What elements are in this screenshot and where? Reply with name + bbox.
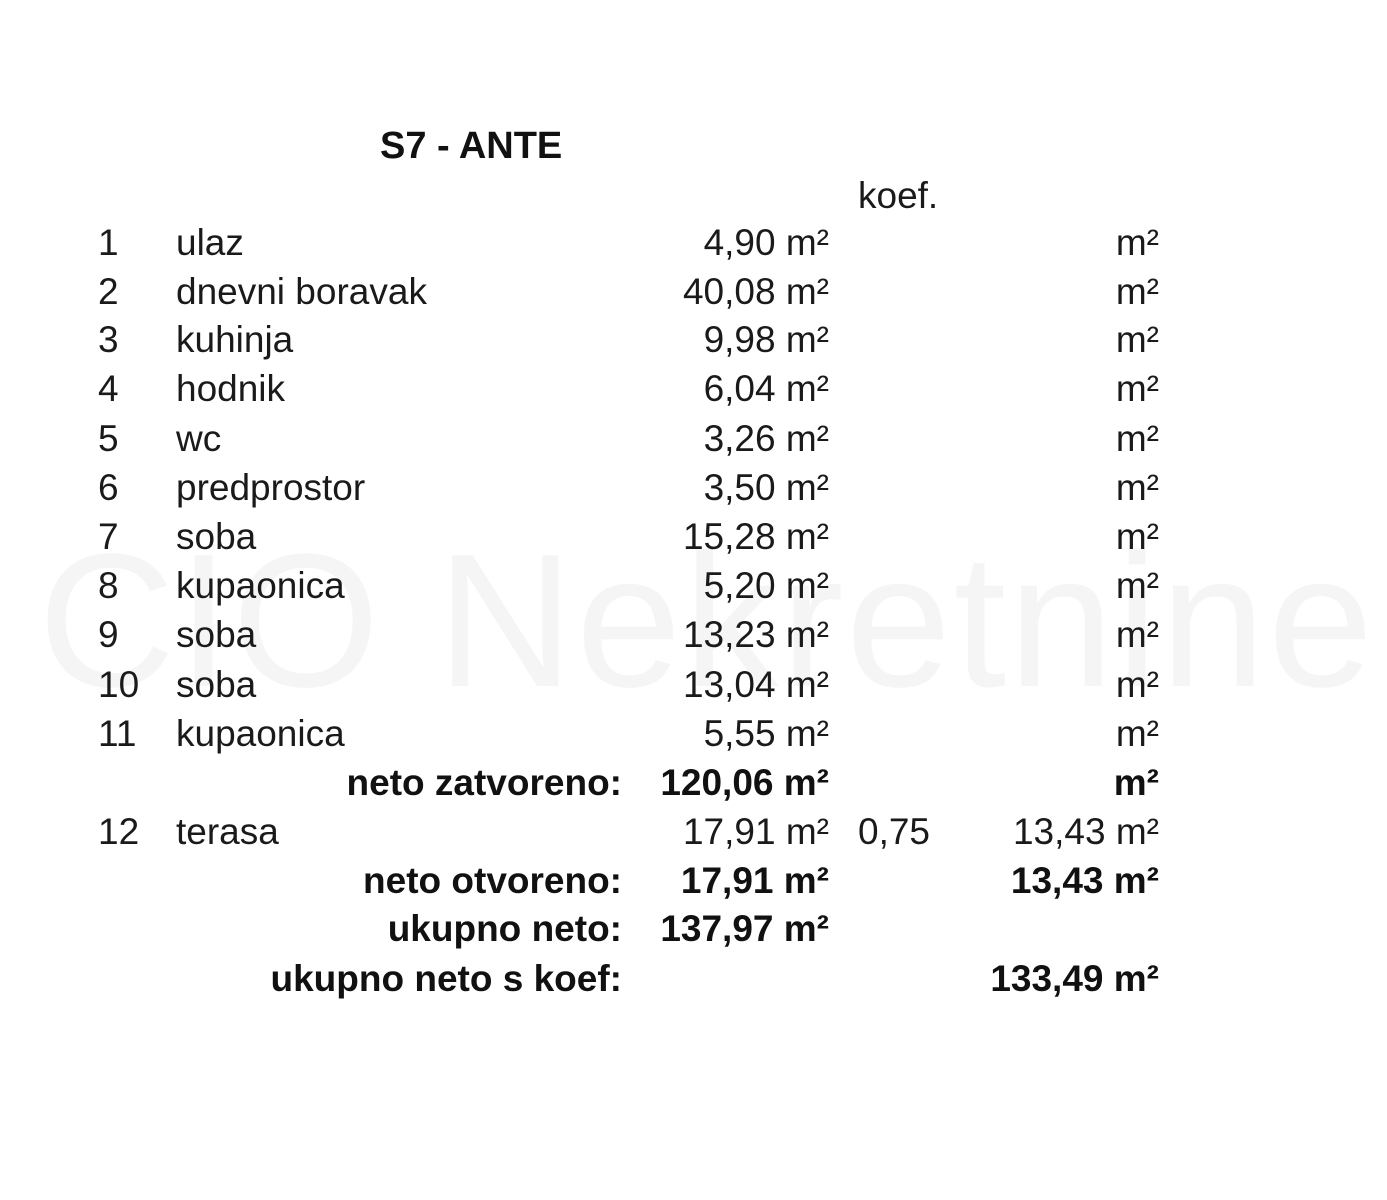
room-name: hodnik bbox=[176, 368, 286, 409]
total-koef-result: 133,49 m² bbox=[990, 958, 1159, 999]
row-number: 9 bbox=[98, 614, 119, 655]
room-area: 5,20 m² bbox=[703, 565, 829, 606]
table-row bbox=[0, 271, 1387, 319]
row-number: 12 bbox=[98, 811, 140, 852]
room-result: m² bbox=[1115, 222, 1159, 263]
room-result: m² bbox=[1115, 271, 1159, 312]
subtotal-row-open bbox=[0, 860, 1387, 908]
room-result: m² bbox=[1115, 664, 1159, 705]
subtotal-label: neto zatvoreno: bbox=[346, 762, 622, 803]
room-area: 13,04 m² bbox=[682, 664, 829, 705]
subtotal-result: m² bbox=[1113, 762, 1159, 803]
room-area: 3,26 m² bbox=[703, 418, 829, 459]
room-name: terasa bbox=[176, 811, 279, 852]
room-area: 6,04 m² bbox=[703, 368, 829, 409]
room-name: predprostor bbox=[176, 467, 366, 508]
koef-column-header: koef. bbox=[858, 175, 939, 216]
table-row bbox=[0, 516, 1387, 564]
room-koef: 0,75 bbox=[858, 811, 931, 852]
table-row bbox=[0, 811, 1387, 859]
row-number: 8 bbox=[98, 565, 119, 606]
row-number: 3 bbox=[98, 319, 119, 360]
room-name: soba bbox=[176, 516, 257, 557]
table-row bbox=[0, 467, 1387, 515]
room-area: 13,23 m² bbox=[682, 614, 829, 655]
room-area: 4,90 m² bbox=[703, 222, 829, 263]
subtotal-label: neto otvoreno: bbox=[363, 860, 622, 901]
subtotal-result: 13,43 m² bbox=[1010, 860, 1159, 901]
room-result: m² bbox=[1115, 467, 1159, 508]
subtotal-area: 17,91 m² bbox=[680, 860, 829, 901]
row-number: 10 bbox=[98, 664, 140, 705]
row-number: 2 bbox=[98, 271, 119, 312]
room-area: 9,98 m² bbox=[703, 319, 829, 360]
room-area: 17,91 m² bbox=[682, 811, 829, 852]
table-row bbox=[0, 418, 1387, 466]
room-name: kupaonica bbox=[176, 565, 345, 606]
total-koef-label: ukupno neto s koef: bbox=[270, 958, 622, 999]
room-result: 13,43 m² bbox=[1012, 811, 1159, 852]
room-area: 40,08 m² bbox=[682, 271, 829, 312]
document-title: S7 - ANTE bbox=[380, 125, 563, 167]
room-result: m² bbox=[1115, 368, 1159, 409]
total-label: ukupno neto: bbox=[387, 908, 622, 949]
row-number: 6 bbox=[98, 467, 119, 508]
row-number: 11 bbox=[98, 713, 137, 754]
room-result: m² bbox=[1115, 713, 1159, 754]
room-result: m² bbox=[1115, 614, 1159, 655]
room-name: soba bbox=[176, 664, 257, 705]
table-row bbox=[0, 319, 1387, 367]
table-row bbox=[0, 713, 1387, 761]
table-row bbox=[0, 368, 1387, 416]
table-row bbox=[0, 614, 1387, 662]
room-result: m² bbox=[1115, 565, 1159, 606]
room-name: kuhinja bbox=[176, 319, 294, 360]
row-number: 7 bbox=[98, 516, 119, 557]
row-number: 5 bbox=[98, 418, 119, 459]
subtotal-area: 120,06 m² bbox=[660, 762, 829, 803]
total-row bbox=[0, 908, 1387, 956]
room-area: 3,50 m² bbox=[703, 467, 829, 508]
room-result: m² bbox=[1115, 516, 1159, 557]
room-name: ulaz bbox=[176, 222, 244, 263]
room-area: 15,28 m² bbox=[682, 516, 829, 557]
table-row bbox=[0, 664, 1387, 712]
row-number: 4 bbox=[98, 368, 119, 409]
total-koef-row bbox=[0, 958, 1387, 1006]
total-area: 137,97 m² bbox=[660, 908, 829, 949]
table-row bbox=[0, 565, 1387, 613]
room-name: soba bbox=[176, 614, 257, 655]
room-result: m² bbox=[1115, 418, 1159, 459]
room-area: 5,55 m² bbox=[703, 713, 829, 754]
subtotal-row-closed bbox=[0, 762, 1387, 810]
room-result: m² bbox=[1115, 319, 1159, 360]
row-number: 1 bbox=[98, 222, 119, 263]
room-name: kupaonica bbox=[176, 713, 345, 754]
room-name: wc bbox=[176, 418, 222, 459]
table-row bbox=[0, 222, 1387, 270]
room-name: dnevni boravak bbox=[176, 271, 427, 312]
